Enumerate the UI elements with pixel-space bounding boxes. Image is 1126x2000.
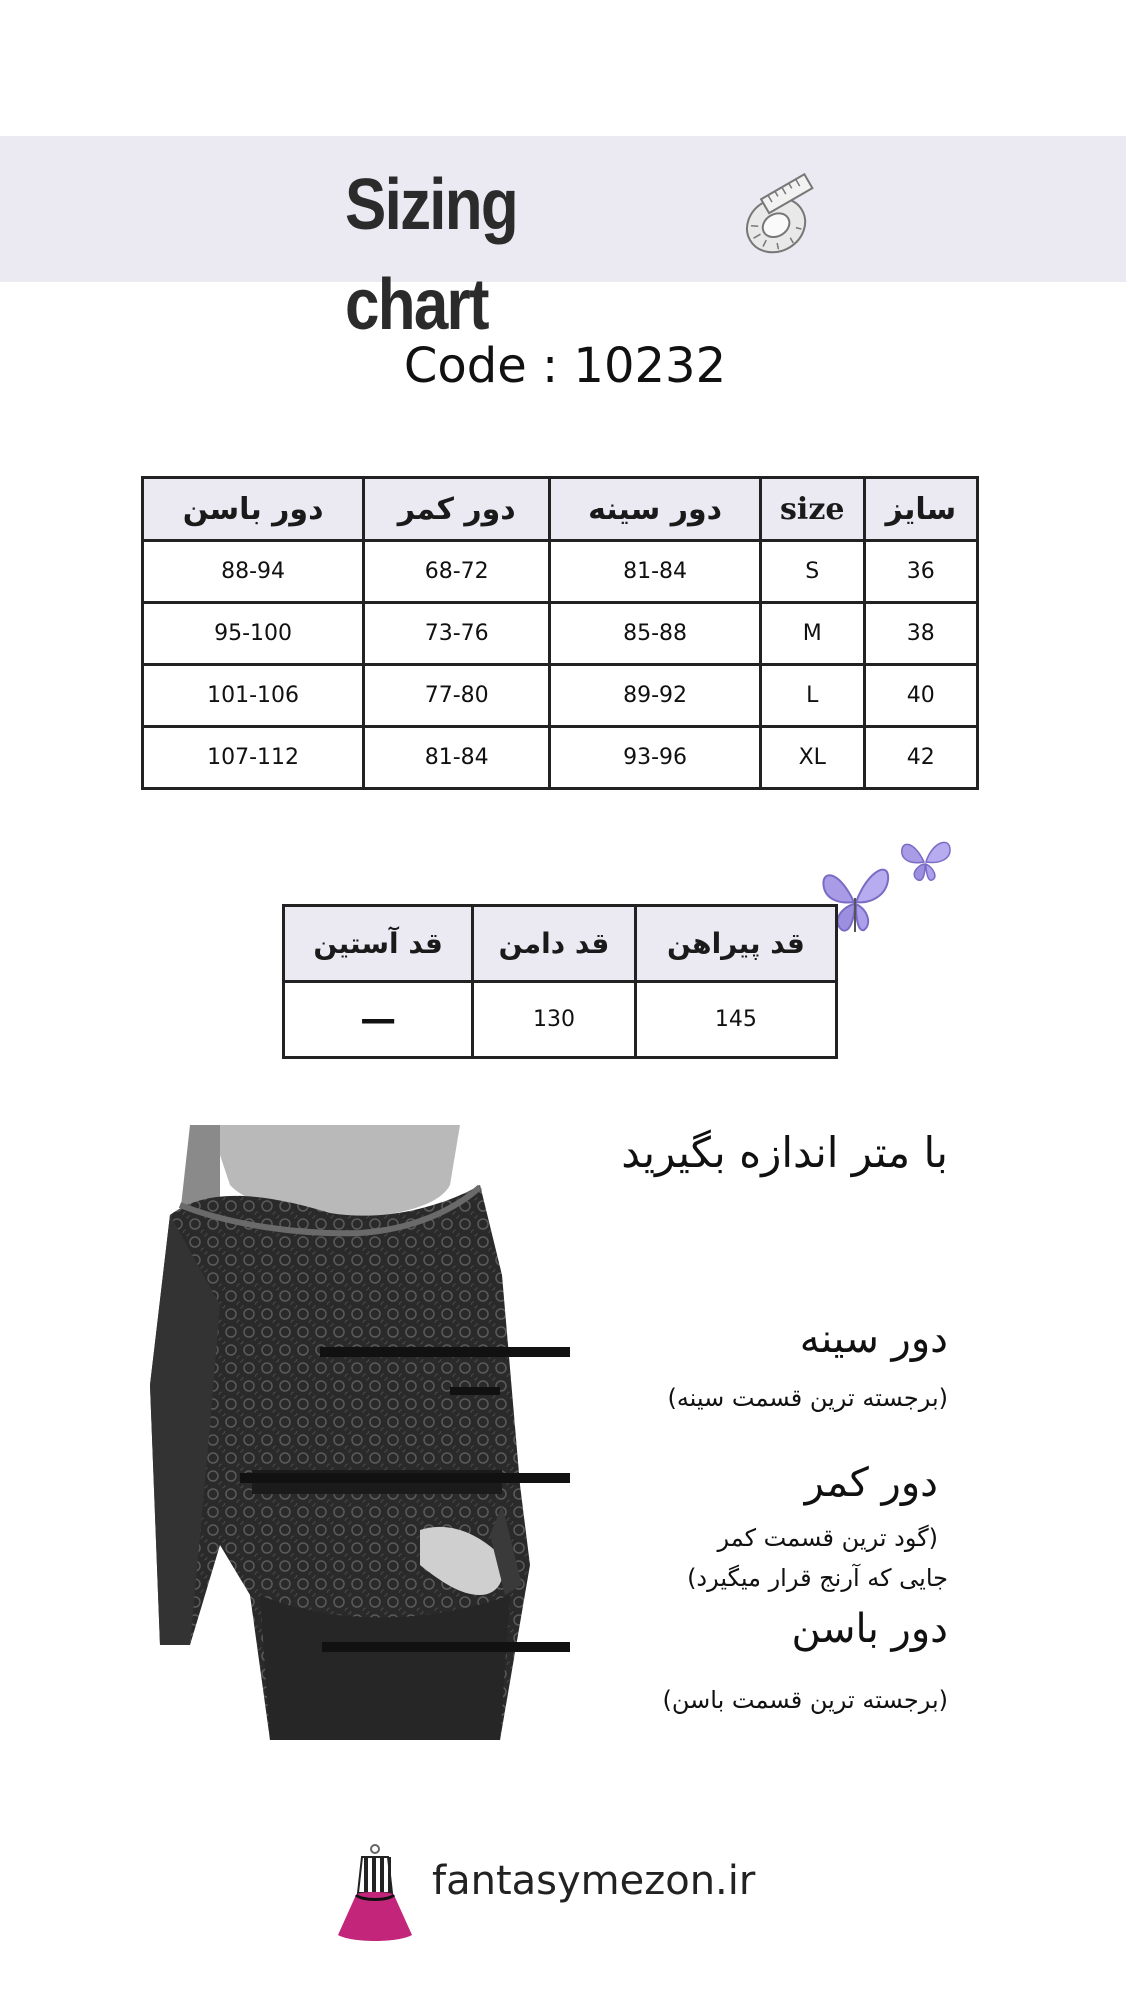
bust-note: (برجسته ترین قسمت سینه) <box>667 1384 948 1412</box>
product-code: Code : 10232 <box>403 338 727 394</box>
bust-line <box>320 1347 570 1357</box>
table-row <box>143 603 978 665</box>
waist-title: دور کمر <box>804 1460 938 1506</box>
table-row <box>143 541 978 603</box>
cell-waist: 73-76 <box>364 603 550 665</box>
cell-hip: 107-112 <box>143 727 364 789</box>
measure-guide-headline: با متر اندازه بگیرید <box>621 1128 948 1177</box>
table-row <box>143 665 978 727</box>
cell-size-number: 38 <box>864 603 977 665</box>
header-sleeve-length: قد آستین <box>284 906 473 982</box>
table-row <box>284 982 837 1058</box>
hip-line <box>322 1642 570 1652</box>
page-title: Sizing chart <box>345 165 517 345</box>
cell-bust: 89-92 <box>550 665 761 727</box>
cell-hip: 101-106 <box>143 665 364 727</box>
header-dress-length: قد پیراهن <box>635 906 836 982</box>
butterfly-icon <box>898 832 954 888</box>
cell-bust: 81-84 <box>550 541 761 603</box>
cell-size: XL <box>760 727 864 789</box>
cell-waist: 81-84 <box>364 727 550 789</box>
table-row <box>143 727 978 789</box>
cell-dress-length: 145 <box>635 982 836 1058</box>
waist-note-line2: جایی که آرنج قرار میگیرد) <box>687 1564 948 1592</box>
cell-waist: 77-80 <box>364 665 550 727</box>
size-table <box>141 476 979 790</box>
header-size-number: سایز <box>864 478 977 541</box>
size-table-header-row <box>143 478 978 541</box>
header-hip: دور باسن <box>143 478 364 541</box>
cell-size-number: 40 <box>864 665 977 727</box>
waist-note-line1: (گود ترین قسمت کمر <box>717 1524 938 1552</box>
length-table <box>282 904 838 1059</box>
cell-hip: 95-100 <box>143 603 364 665</box>
cell-size: L <box>760 665 864 727</box>
model-photo <box>150 1125 570 1745</box>
cell-size: S <box>760 541 864 603</box>
cell-size-number: 42 <box>864 727 977 789</box>
cell-bust: 93-96 <box>550 727 761 789</box>
header-waist: دور کمر <box>364 478 550 541</box>
length-table-header-row <box>284 906 837 982</box>
cell-size-number: 36 <box>864 541 977 603</box>
hip-title: دور باسن <box>791 1606 948 1652</box>
cell-sleeve-length: — <box>284 982 473 1058</box>
store-website[interactable]: fantasymezon.ir <box>432 1858 756 1904</box>
cell-waist: 68-72 <box>364 541 550 603</box>
measuring-tape-icon <box>732 170 828 262</box>
header-skirt-length: قد دامن <box>473 906 636 982</box>
cell-hip: 88-94 <box>143 541 364 603</box>
header-bust: دور سینه <box>550 478 761 541</box>
header-size: size <box>760 478 864 541</box>
bust-title: دور سینه <box>799 1316 948 1362</box>
waist-line <box>240 1473 570 1483</box>
cell-skirt-length: 130 <box>473 982 636 1058</box>
cell-bust: 85-88 <box>550 603 761 665</box>
hip-note: (برجسته ترین قسمت باسن) <box>662 1686 948 1714</box>
cell-size: M <box>760 603 864 665</box>
store-logo-icon <box>338 1843 412 1943</box>
